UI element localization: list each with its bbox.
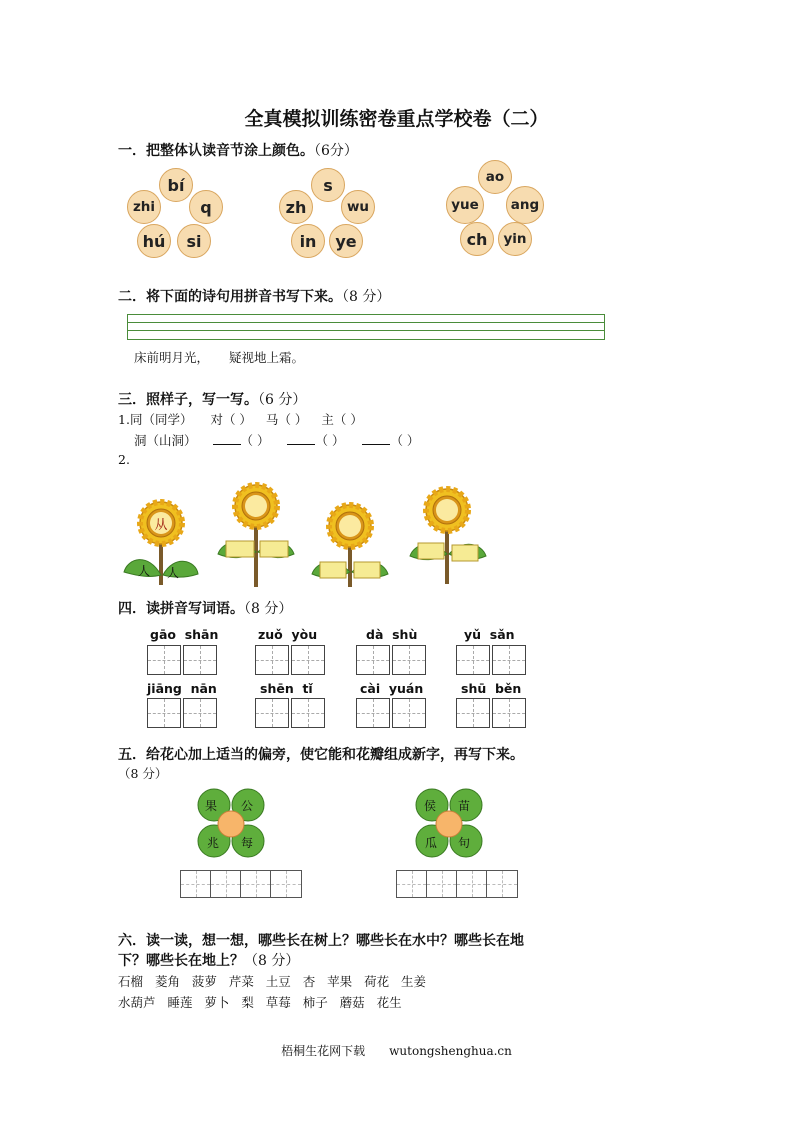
exercise-line-2: 洞（山洞） （ ） （ ） （ ） xyxy=(134,433,420,448)
grid-cell[interactable] xyxy=(271,871,301,897)
page-title: 全真模拟训练密卷重点学校卷（二） xyxy=(244,108,549,130)
grid-cell[interactable] xyxy=(255,645,289,675)
grid-cell[interactable] xyxy=(457,871,487,897)
pinyin-word: jiāng nān xyxy=(147,681,217,696)
grid-cell[interactable] xyxy=(211,871,241,897)
answer-paren[interactable]: （ ） xyxy=(240,433,270,448)
grid-cell[interactable] xyxy=(427,871,457,897)
poem-line: 床前明月光， 疑视地上霜。 xyxy=(134,350,305,365)
answer-paren[interactable]: （ ） xyxy=(278,412,308,427)
syllable-circle[interactable]: wu xyxy=(341,190,375,224)
section-4-heading: 四．读拼音写词语。（8 分） xyxy=(118,601,293,617)
grid-cell[interactable] xyxy=(392,698,426,728)
grid-cell[interactable] xyxy=(255,698,289,728)
grid-cell[interactable] xyxy=(456,698,490,728)
grid-cell[interactable] xyxy=(356,645,390,675)
leaf-char-left: 人 xyxy=(138,564,151,578)
syllable-flower-2 xyxy=(275,168,385,260)
plant-list-row-2: 水葫芦 睡莲 萝卜 梨 草莓 柿子 蘑菇 花生 xyxy=(118,995,402,1010)
syllable-circle[interactable]: bí xyxy=(159,168,193,202)
pinyin-writing-line[interactable] xyxy=(127,314,605,340)
pinyin-word: shū běn xyxy=(461,681,522,696)
petal-char: 句 xyxy=(458,836,471,850)
petal-char: 侯 xyxy=(424,799,437,813)
syllable-circle[interactable]: q xyxy=(189,190,223,224)
answer-grid-2 xyxy=(396,870,518,898)
sunflower-center-char: 从 xyxy=(154,518,168,533)
writing-grid xyxy=(456,645,528,675)
grid-cell[interactable] xyxy=(456,645,490,675)
answer-grid-1 xyxy=(180,870,302,898)
grid-cell[interactable] xyxy=(241,871,271,897)
exercise-2-number: 2. xyxy=(118,452,130,467)
exercise-line-1: 1.同（同学） 对（ ） 马（ ） 主（ ） xyxy=(118,412,363,427)
grid-cell[interactable] xyxy=(492,645,526,675)
grid-cell[interactable] xyxy=(397,871,427,897)
petal-char: 公 xyxy=(241,799,254,813)
sunflower-2 xyxy=(218,485,294,587)
section-5-score: （8 分） xyxy=(118,766,168,781)
pinyin-word: shēn tǐ xyxy=(260,681,313,696)
syllable-circle[interactable]: hú xyxy=(137,224,171,258)
syllable-circle[interactable]: yin xyxy=(498,222,532,256)
section-5-heading: 五．给花心加上适当的偏旁，使它能和花瓣组成新字，再写下来。 xyxy=(118,747,524,763)
grid-cell[interactable] xyxy=(183,645,217,675)
pinyin-word: cài yuán xyxy=(360,681,424,696)
answer-blank[interactable] xyxy=(362,433,390,445)
syllable-flower-1 xyxy=(123,168,233,260)
writing-grid xyxy=(255,645,327,675)
page-footer: 梧桐生花网下载 wutongshenghua.cn xyxy=(281,1044,512,1058)
writing-grid xyxy=(356,698,428,728)
grid-cell[interactable] xyxy=(356,698,390,728)
pinyin-word: zuǒ yòu xyxy=(258,627,318,642)
sunflower-4 xyxy=(410,489,486,584)
section-3-heading: 三．照样子，写一写。（6 分） xyxy=(118,392,307,408)
answer-paren[interactable]: （ ） xyxy=(222,412,252,427)
plant-list-row-1: 石榴 菱角 菠萝 芹菜 土豆 杏 苹果 荷花 生姜 xyxy=(118,974,427,989)
syllable-circle[interactable]: ye xyxy=(329,224,363,258)
section-2-heading: 二．将下面的诗句用拼音书写下来。（8 分） xyxy=(118,289,391,305)
section-1-heading: 一．把整体认读音节涂上颜色。（6分） xyxy=(118,143,358,159)
pinyin-word: gāo shān xyxy=(150,627,219,642)
syllable-circle[interactable]: ang xyxy=(506,186,544,224)
grid-cell[interactable] xyxy=(291,698,325,728)
petal-char: 兆 xyxy=(207,836,220,850)
writing-grid xyxy=(255,698,327,728)
pinyin-word: yǔ sǎn xyxy=(464,627,515,642)
writing-grid xyxy=(147,698,219,728)
petal-char: 果 xyxy=(205,799,218,813)
grid-cell[interactable] xyxy=(291,645,325,675)
grid-cell[interactable] xyxy=(183,698,217,728)
syllable-circle[interactable]: in xyxy=(291,224,325,258)
answer-blank[interactable] xyxy=(213,433,241,445)
syllable-circle[interactable]: s xyxy=(311,168,345,202)
answer-paren[interactable]: （ ） xyxy=(333,412,363,427)
section-6-heading: 六．读一读，想一想，哪些长在树上？哪些长在水中？哪些长在地 xyxy=(118,933,524,949)
syllable-circle[interactable]: ao xyxy=(478,160,512,194)
syllable-flower-3 xyxy=(444,160,554,260)
grid-cell[interactable] xyxy=(147,645,181,675)
sunflower-3 xyxy=(312,505,388,587)
grid-cell[interactable] xyxy=(492,698,526,728)
answer-paren[interactable]: （ ） xyxy=(390,433,420,448)
pinyin-word: dà shù xyxy=(366,627,418,642)
grid-cell[interactable] xyxy=(147,698,181,728)
syllable-circle[interactable]: zhi xyxy=(127,190,161,224)
writing-grid xyxy=(356,645,428,675)
grid-cell[interactable] xyxy=(392,645,426,675)
section-6-heading-cont: 下？哪些长在地上？（8 分） xyxy=(118,953,300,969)
grid-cell[interactable] xyxy=(487,871,517,897)
syllable-circle[interactable]: si xyxy=(177,224,211,258)
syllable-circle[interactable]: ch xyxy=(460,222,494,256)
answer-paren[interactable]: （ ） xyxy=(315,433,345,448)
writing-grid xyxy=(147,645,219,675)
grid-cell[interactable] xyxy=(181,871,211,897)
petal-char: 每 xyxy=(241,836,254,850)
writing-grid xyxy=(456,698,528,728)
syllable-circle[interactable]: zh xyxy=(279,190,313,224)
answer-blank[interactable] xyxy=(287,433,315,445)
leaf-char-right: 人 xyxy=(167,566,180,580)
syllable-circle[interactable]: yue xyxy=(446,186,484,224)
petal-char: 瓜 xyxy=(425,836,438,850)
petal-char: 苗 xyxy=(458,799,471,813)
